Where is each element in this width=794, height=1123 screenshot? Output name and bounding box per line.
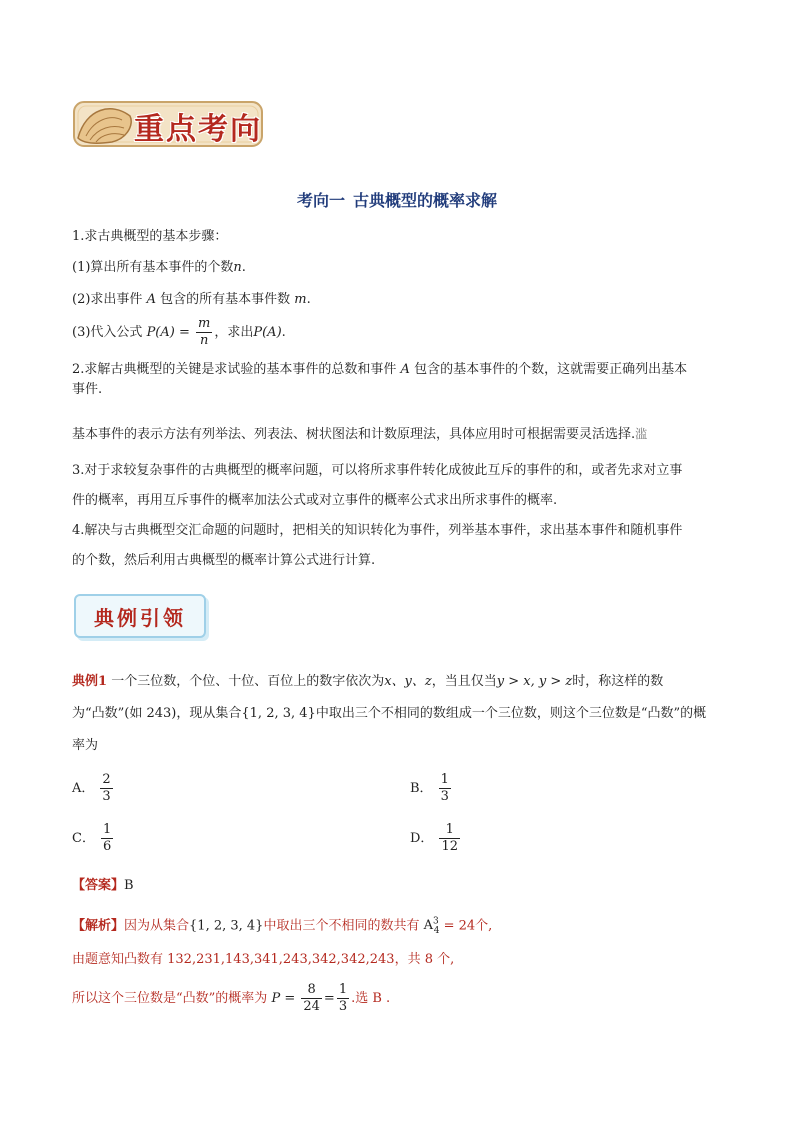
example-tag: 典例引领 [74, 594, 206, 638]
analysis-label: 【解析】 [72, 918, 125, 934]
key-point-4: 4.解决与古典概型交汇命题的问题时，把相关的知识转化为事件，列举基本事件，求出基本事件和随机事件 的个数，然后利用古典概型的概率计算公式进行计算. [72, 523, 683, 568]
option-d: D． $\frac{1}{12}$ [410, 822, 458, 854]
option-c: C． $\frac{1}{6}$ [72, 822, 112, 854]
permutation-symbol: $A^3_4$ [423, 917, 440, 936]
option-a: A． $\frac{2}{3}$ [72, 772, 111, 804]
step-1: (1)算出所有基本事件的个数n. [72, 260, 246, 275]
section-title [0, 188, 794, 211]
stray-mark: 滥 [635, 427, 648, 441]
key-point-3: 3.对于求较复杂事件的古典概型的概率问题，可以将所求事件转化成彼此互斥的事件的和，或者先求对立事 件的概率，再用互斥事件的概率加法公式或对立事件的概率公式求出所求事件的概率. [72, 463, 683, 508]
analysis-line-1: 【解析】因为从集合{1, 2, 3, 4}中取出三个不相同的数共有 $A^3_4 = 24$个, [72, 917, 493, 936]
representation-note: 基本事件的表示方法有列举法、列表法、树状图法和计数原理法，具体应用时可根据需要灵活选择.滥 [72, 427, 648, 442]
section-banner [72, 98, 264, 150]
title-main: 古典概型的概率求解 [353, 191, 498, 210]
analysis-line-2: 由题意知凸数有 132,231,143,341,243,342,342,243，共 8 个, [72, 952, 455, 967]
answer-value: B [124, 878, 134, 893]
step-3: (3)代入公式 P(A) = $\frac{m}{n}$ ，求出P(A). [72, 316, 286, 348]
formula-lhs: P(A) = [146, 325, 190, 340]
answer-line [72, 876, 732, 896]
example-question: 典例1 一个三位数，个位、十位、百位上的数字依次为x、y、z，当且仅当y > x, y > z时，称这样的数 为“凸数”(如 243)，现从集合{1, 2, 3, 4}中取出三个不相同的数组成一个三位数，则这个三位数是“凸数”的概 率为 [72, 674, 707, 753]
banner-title: 重点考向 [134, 112, 262, 147]
option-b: B． $\frac{1}{3}$ [410, 772, 449, 804]
key-point-2: 2.求解古典概型的关键是求试验的基本事件的总数和事件 A 包含的基本事件的个数，这就需要正确列出基本 事件. [72, 362, 688, 397]
formula-fraction: $\frac{m}{n}$ [198, 316, 211, 348]
step-2: (2)求出事件 A 包含的所有基本事件数 m. [72, 292, 311, 307]
answer-label: 【答案】 [72, 878, 125, 893]
analysis-line-3: 所以这个三位数是“凸数”的概率为 P = $\frac{8}{24}$ = $\frac{1}{3}$ .选 B . [72, 982, 391, 1014]
step-heading: 1.求古典概型的基本步骤： [72, 229, 228, 244]
title-prefix: 考向一 [296, 191, 345, 210]
example-label: 典例1 [72, 674, 108, 689]
